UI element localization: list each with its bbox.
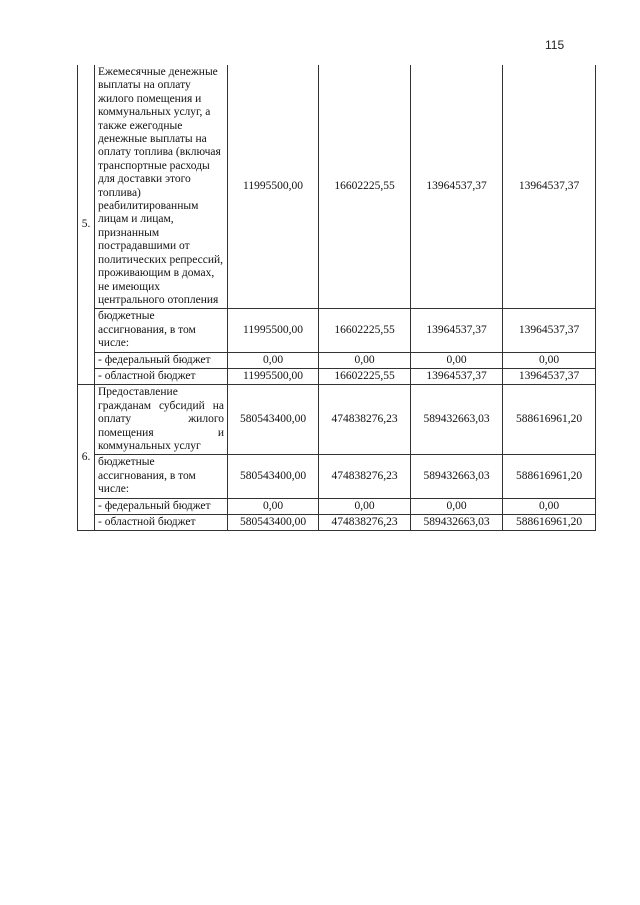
value-cell: 0,00	[228, 352, 319, 368]
table-row	[78, 65, 596, 309]
table-row	[78, 352, 596, 368]
value-cell: 11995500,00	[228, 65, 319, 309]
value-cell: 13964537,37	[503, 309, 596, 352]
value-cell: 588616961,20	[503, 515, 596, 531]
row-description: Ежемесячные денежные выплаты на оплату жилого помещения и коммунальных услуг, а также ежегодные денежные выплаты на оплату топлива (включая транспортные расходы для доставки этого топлива) реабилитированным лицам и лицам, признанным пострадавшими от политических репрессий, проживающим в домах, не имеющих центрального отопления	[95, 65, 228, 309]
row-number: 5.	[78, 65, 95, 385]
value-cell: 16602225,55	[319, 65, 411, 309]
value-cell: 13964537,37	[503, 65, 596, 309]
value-cell: 589432663,03	[411, 455, 503, 498]
value-cell: 580543400,00	[228, 515, 319, 531]
value-cell: 0,00	[503, 352, 596, 368]
value-cell: 474838276,23	[319, 515, 411, 531]
table-row	[78, 455, 596, 498]
row-description: бюджетные ассигнования, в том числе:	[95, 309, 228, 352]
row-description: - федеральный бюджет	[95, 498, 228, 514]
row-description: - федеральный бюджет	[95, 352, 228, 368]
value-cell: 474838276,23	[319, 455, 411, 498]
row-description: бюджетные ассигнования, в том числе:	[95, 455, 228, 498]
budget-table	[77, 65, 596, 531]
table-row	[78, 515, 596, 531]
row-number: 6.	[78, 385, 95, 531]
table-row	[78, 498, 596, 514]
value-cell: 589432663,03	[411, 515, 503, 531]
row-description: Предоставление гражданам субсидий на оплату жилого помещения и коммунальных услуг	[95, 385, 228, 455]
value-cell: 13964537,37	[411, 65, 503, 309]
value-cell: 11995500,00	[228, 309, 319, 352]
row-description: - областной бюджет	[95, 515, 228, 531]
value-cell: 13964537,37	[503, 368, 596, 384]
value-cell: 588616961,20	[503, 455, 596, 498]
table-row	[78, 309, 596, 352]
value-cell: 13964537,37	[411, 368, 503, 384]
value-cell: 580543400,00	[228, 455, 319, 498]
value-cell: 0,00	[503, 498, 596, 514]
value-cell: 474838276,23	[319, 385, 411, 455]
value-cell: 580543400,00	[228, 385, 319, 455]
page-number: 115	[545, 38, 565, 52]
value-cell: 0,00	[411, 498, 503, 514]
table-row	[78, 368, 596, 384]
row-description: - областной бюджет	[95, 368, 228, 384]
table-row	[78, 385, 596, 455]
value-cell: 13964537,37	[411, 309, 503, 352]
value-cell: 589432663,03	[411, 385, 503, 455]
value-cell: 16602225,55	[319, 309, 411, 352]
value-cell: 0,00	[319, 498, 411, 514]
value-cell: 0,00	[411, 352, 503, 368]
value-cell: 0,00	[319, 352, 411, 368]
value-cell: 588616961,20	[503, 385, 596, 455]
value-cell: 16602225,55	[319, 368, 411, 384]
value-cell: 0,00	[228, 498, 319, 514]
value-cell: 11995500,00	[228, 368, 319, 384]
